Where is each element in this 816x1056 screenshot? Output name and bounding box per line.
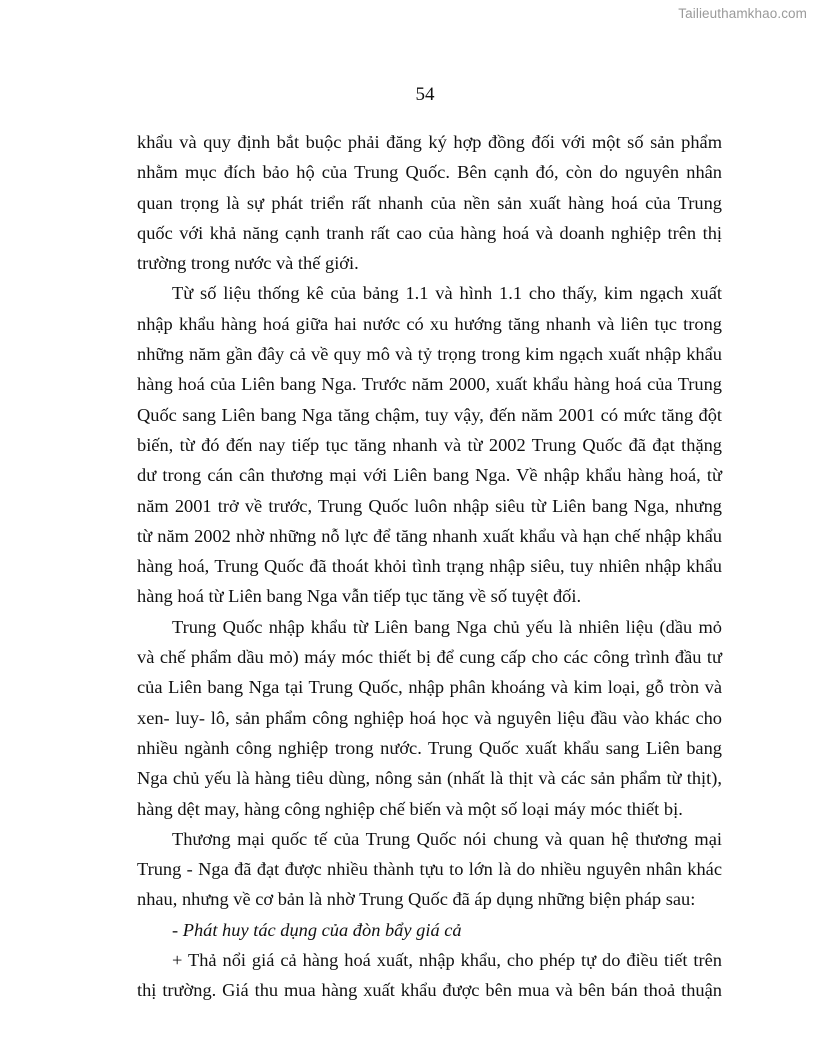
heading-text: - Phát huy tác dụng của đòn bẩy giá cả — [172, 919, 462, 940]
text-line: nhau, nhưng về cơ bản là nhờ Trung Quốc đã áp dụng những biện pháp sau: — [137, 889, 696, 910]
page-number: 54 — [415, 84, 435, 105]
text-line: xen- luy- lô, sản phẩm công nghiệp hoá học và nguyên liệu đầu vào khác cho — [137, 707, 722, 728]
text-line: nhằm mục đích bảo hộ của Trung Quốc. Bên cạnh đó, còn do nguyên nhân — [137, 162, 722, 183]
text-line: của Liên bang Nga tại Trung Quốc, nhập phân khoáng và kim loại, gỗ tròn và — [137, 677, 722, 698]
text-line: thị trường. Giá thu mua hàng xuất khẩu được bên mua và bên bán thoả thuận — [137, 980, 722, 1001]
text-line: Trung - Nga đã đạt được nhiều thành tựu to lớn là do nhiều nguyên nhân khác — [137, 859, 722, 880]
text-line: Thương mại quốc tế của Trung Quốc nói chung và quan hệ thương mại — [172, 828, 722, 849]
text-line: Trung Quốc nhập khẩu từ Liên bang Nga chủ yếu là nhiên liệu (dầu mỏ — [172, 616, 722, 637]
text-line: hàng dệt may, hàng công nghiệp chế biến và một số loại máy móc thiết bị. — [137, 798, 683, 819]
text-line: quan trọng là sự phát triển rất nhanh của nền sản xuất hàng hoá của Trung — [137, 192, 722, 213]
text-line: biến, từ đó đến nay tiếp tục tăng nhanh và từ 2002 Trung Quốc đã đạt thặng — [137, 434, 722, 455]
watermark-text: Tailieuthamkhao.com — [678, 6, 807, 21]
text-line: Quốc sang Liên bang Nga tăng chậm, tuy vậy, đến năm 2001 có mức tăng đột — [137, 404, 722, 425]
paragraph — [137, 278, 722, 611]
text-line: những năm gần đây cả về quy mô và tỷ trọng trong kim ngạch xuất nhập khẩu — [137, 344, 722, 365]
paragraph — [137, 612, 722, 824]
text-line: nhập khẩu hàng hoá giữa hai nước có xu hướng tăng nhanh và liên tục trong — [137, 313, 722, 334]
text-line: dư trong cán cân thương mại với Liên bang Nga. Về nhập khẩu hàng hoá, từ — [137, 465, 722, 486]
text-line: hàng hoá, Trung Quốc đã thoát khỏi tình trạng nhập siêu, tuy nhiên nhập khẩu — [137, 556, 722, 577]
text-line: hàng hoá của Liên bang Nga. Trước năm 2000, xuất khẩu hàng hoá của Trung — [137, 374, 722, 395]
page-body — [137, 127, 722, 1006]
text-line: từ năm 2002 nhờ những nỗ lực để tăng nhanh xuất khẩu và hạn chế nhập khẩu — [137, 525, 722, 546]
paragraph — [137, 945, 722, 1006]
text-line: quốc với khả năng cạnh tranh rất cao của hàng hoá và doanh nghiệp trên thị — [137, 222, 722, 243]
text-line: năm 2001 trở về trước, Trung Quốc luôn nhập siêu từ Liên bang Nga, nhưng — [137, 495, 722, 516]
text-line: trường trong nước và thế giới. — [137, 253, 359, 274]
text-line: nhiều ngành công nghiệp trong nước. Trung Quốc xuất khẩu sang Liên bang — [137, 737, 722, 758]
text-line: + Thả nổi giá cả hàng hoá xuất, nhập khẩu, cho phép tự do điều tiết trên — [172, 950, 722, 971]
text-line: hàng hoá từ Liên bang Nga vẫn tiếp tục tăng về số tuyệt đối. — [137, 586, 582, 607]
paragraph — [137, 824, 722, 915]
paragraph — [137, 127, 722, 278]
section-heading — [137, 915, 722, 945]
text-line: Nga chủ yếu là hàng tiêu dùng, nông sản (nhất là thịt và các sản phẩm từ thịt), — [137, 768, 722, 789]
text-line: Từ số liệu thống kê của bảng 1.1 và hình 1.1 cho thấy, kim ngạch xuất — [172, 283, 722, 304]
text-line: và chế phẩm dầu mỏ) máy móc thiết bị để cung cấp cho các công trình đầu tư — [137, 647, 722, 668]
text-line: khẩu và quy định bắt buộc phải đăng ký hợp đồng đối với một số sản phẩm — [137, 132, 722, 152]
